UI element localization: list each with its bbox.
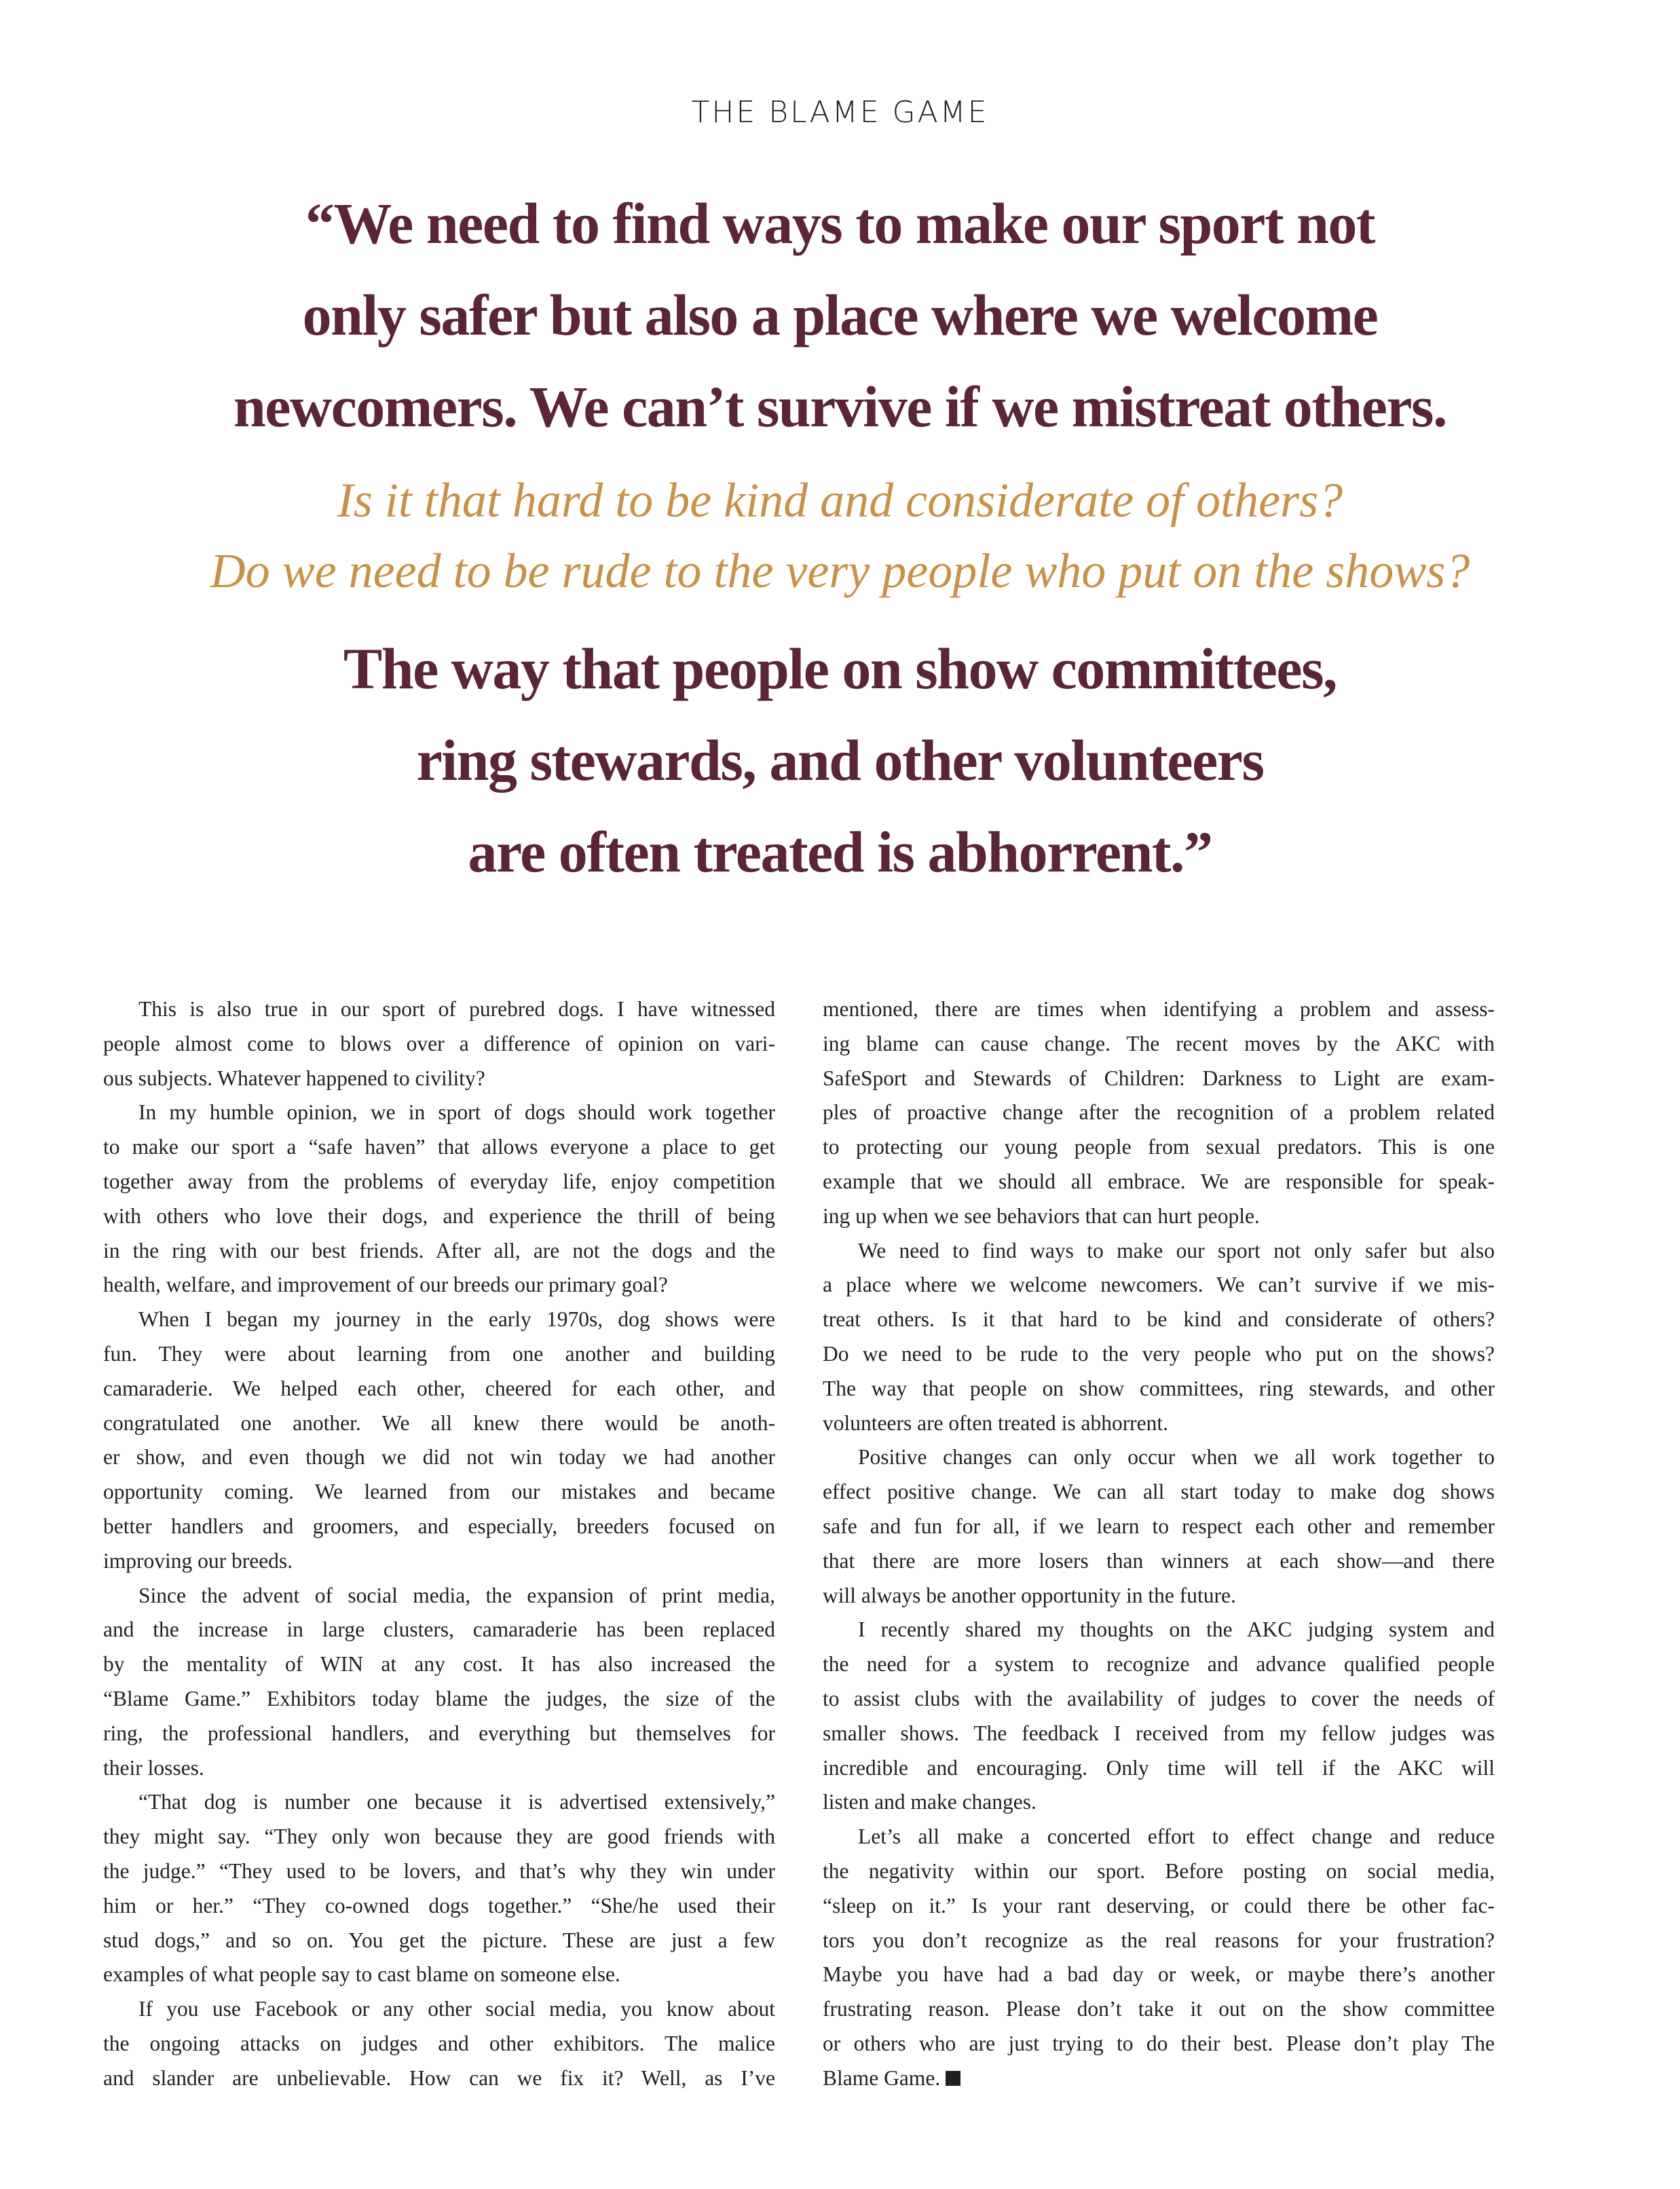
body-text-line [823,1130,1495,1165]
line-text: SafeSport and Stewards of Children: Darkness to Light are exam- [823,1066,1495,1090]
body-text-line [823,1406,1495,1441]
body-text-line [823,1440,1495,1475]
line-text: We need to find ways to make our sport not only safer but also [858,1238,1495,1262]
pull-quote-line: The way that people on show committees, [343,636,1337,701]
line-text: health, welfare, and improvement of our breeds our primary goal? [103,1273,668,1297]
body-text-line [823,1579,1495,1613]
line-text: Since the advent of social media, the expansion of print media, [138,1583,775,1607]
line-text: ring, the professional handlers, and everything but themselves for [103,1721,775,1745]
line-text: to assist clubs with the availability of judges to cover the needs of [823,1686,1495,1710]
line-text: er show, and even though we did not win today we had another [103,1445,775,1470]
body-text-line [103,1751,775,1786]
body-text-line [823,1234,1495,1269]
body-text-line [103,1440,775,1475]
line-text: mentioned, there are times when identifying a problem and assess- [823,997,1495,1021]
body-text-line [103,1096,775,1130]
pull-quote-part-3 [0,623,1680,898]
line-text: Positive changes can only occur when we all work together to [858,1445,1495,1470]
body-text-line [823,2061,1495,2096]
line-text: better handlers and groomers, and especially, breeders focused on [103,1514,775,1538]
body-text-line [103,2061,775,2096]
body-text-line [823,2027,1495,2061]
body-text-line [823,1199,1495,1234]
pull-quote-line: Is it that hard to be kind and considerate of others? [337,473,1343,527]
line-text: ing up when we see behaviors that can hurt people. [823,1203,1260,1228]
line-text: the judge.” “They used to be lovers, and that’s why they win under [103,1858,775,1883]
line-text: Maybe you have had a bad day or week, or maybe there’s another [823,1962,1495,1987]
line-text: in the ring with our best friends. After all, are not the dogs and the [103,1238,775,1262]
line-text: with others who love their dogs, and experience the thrill of being [103,1203,775,1228]
line-text: Blame Game. [823,2065,941,2090]
body-text-line [103,1303,775,1337]
line-text: “sleep on it.” Is your rant deserving, or could there be other fac- [823,1893,1495,1917]
line-text: Let’s all make a concerted effort to effect change and reduce [858,1825,1495,1849]
line-text: ous subjects. Whatever happened to civility? [103,1066,485,1090]
line-text: tors you don’t recognize as the real reasons for your frustration? [823,1928,1495,1952]
pull-quote-line: ring stewards, and other volunteers [416,728,1264,793]
line-text: examples of what people say to cast blame on someone else. [103,1962,620,1987]
body-text-line [103,1234,775,1269]
pull-quote-line: “We need to find ways to make our sport not [305,191,1375,256]
line-text: ing blame can cause change. The recent moves by the AKC with [823,1031,1495,1055]
body-text-line [103,1613,775,1647]
line-text: they might say. “They only won because they are good friends with [103,1825,775,1849]
body-text-line [103,1785,775,1820]
pull-quote-part-1 [0,178,1680,453]
line-text: opportunity coming. We learned from our mistakes and became [103,1480,775,1504]
body-text-line [823,1096,1495,1130]
body-text-line [823,1785,1495,1820]
line-text: will always be another opportunity in the future. [823,1583,1236,1607]
line-text: their losses. [103,1755,204,1780]
line-text: to protecting our young people from sexual predators. This is one [823,1135,1495,1159]
body-text-line [103,1130,775,1165]
line-text: congratulated one another. We all knew there would be anoth- [103,1410,775,1435]
body-column-right [823,992,1495,2096]
body-text-line [823,1165,1495,1199]
body-text-line [823,1475,1495,1510]
body-text-line [103,1337,775,1372]
end-of-article-square-icon [946,2071,960,2086]
pull-quote-line: Do we need to be rude to the very people who put on the shows? [210,544,1470,598]
body-text-line [823,1613,1495,1647]
body-text-line [823,1647,1495,1682]
line-text: the negativity within our sport. Before posting on social media, [823,1858,1495,1883]
line-text: safe and fun for all, if we learn to respect each other and remember [823,1514,1495,1538]
body-text-line [103,1924,775,1958]
body-text-line [103,1165,775,1199]
body-text-line [103,1682,775,1717]
pull-quote-part-2 [0,465,1680,606]
line-text: “Blame Game.” Exhibitors today blame the judges, the size of the [103,1686,775,1710]
line-text: and slander are unbelievable. How can we fix it? Well, as I’ve [103,2065,775,2090]
body-text-line [823,1820,1495,1854]
body-text-line [103,1406,775,1441]
line-text: stud dogs,” and so on. You get the picture. These are just a few [103,1928,775,1952]
body-text-line [103,1854,775,1889]
body-text-line [103,1510,775,1544]
line-text: a place where we welcome newcomers. We can’t survive if we mis- [823,1273,1495,1297]
body-text-line [823,1510,1495,1544]
line-text: the ongoing attacks on judges and other exhibitors. The malice [103,2031,775,2055]
line-text: listen and make changes. [823,1790,1037,1814]
line-text: together away from the problems of everyday life, enjoy competition [103,1169,775,1193]
line-text: by the mentality of WIN at any cost. It has also increased the [103,1652,775,1677]
line-text: people almost come to blows over a difference of opinion on vari- [103,1031,775,1055]
line-text: ples of proactive change after the recognition of a problem related [823,1100,1495,1125]
pull-quote-line: only safer but also a place where we welcome [302,282,1378,348]
line-text: “That dog is number one because it is advertised extensively,” [138,1790,775,1814]
line-text: If you use Facebook or any other social media, you know about [138,1997,775,2021]
section-title: THE BLAME GAME [691,95,989,130]
line-text: volunteers are often treated is abhorrent. [823,1410,1169,1435]
body-text-line [103,1062,775,1096]
body-column-left [103,992,775,2096]
body-text-line [823,1027,1495,1062]
body-text-line [103,1268,775,1303]
body-text-line [103,1958,775,1992]
body-text-line [823,1958,1495,1992]
line-text: Do we need to be rude to the very people who put on the shows? [823,1341,1495,1366]
body-text-line [823,1372,1495,1406]
body-text-line [823,1992,1495,2027]
line-text: or others who are just trying to do their best. Please don’t play The [823,2031,1495,2055]
body-text-line [103,1372,775,1406]
line-text: effect positive change. We can all start today to make dog shows [823,1480,1495,1504]
body-text-line [103,2027,775,2061]
body-text-line [103,1820,775,1854]
body-text-line [103,1889,775,1924]
line-text: smaller shows. The feedback I received from my fellow judges was [823,1721,1495,1745]
line-text: that there are more losers than winners at each show—and there [823,1548,1495,1573]
line-text: and the increase in large clusters, camaraderie has been replaced [103,1617,775,1642]
body-text-line [823,1062,1495,1096]
body-text-line [823,1337,1495,1372]
body-text-line [823,1268,1495,1303]
body-text-line [103,1992,775,2027]
line-text: to make our sport a “safe haven” that allows everyone a place to get [103,1135,775,1159]
body-text-line [103,1475,775,1510]
line-text: This is also true in our sport of purebred dogs. I have witnessed [138,997,775,1021]
body-text-line [103,1579,775,1613]
body-text-line [103,1717,775,1751]
body-text-line [823,1751,1495,1786]
body-text-line [823,1303,1495,1337]
line-text: The way that people on show committees, ring stewards, and other [823,1376,1495,1400]
body-text-line [823,1544,1495,1579]
pull-quote-line: newcomers. We can’t survive if we mistreat others. [233,374,1447,439]
body-text-line [823,1682,1495,1717]
body-text-line [103,1199,775,1234]
line-text: camaraderie. We helped each other, cheered for each other, and [103,1376,775,1400]
line-text: treat others. Is it that hard to be kind and considerate of others? [823,1307,1495,1332]
line-text: him or her.” “They co-owned dogs together.” “She/he used their [103,1893,775,1917]
line-text: example that we should all embrace. We are responsible for speak- [823,1169,1495,1193]
body-text-line [103,1544,775,1579]
body-text-line [103,1027,775,1062]
body-text-line [823,1717,1495,1751]
pull-quote-line: are often treated is abhorrent.” [468,819,1212,884]
body-text-line [823,1924,1495,1958]
body-text-line [823,1854,1495,1889]
line-text: frustrating reason. Please don’t take it out on the show committee [823,1997,1495,2021]
body-text-line [103,992,775,1027]
line-text: the need for a system to recognize and advance qualified people [823,1652,1495,1677]
body-text-line [103,1647,775,1682]
line-text: In my humble opinion, we in sport of dogs should work together [138,1100,775,1125]
line-text: I recently shared my thoughts on the AKC judging system and [858,1617,1495,1642]
body-text-line [823,1889,1495,1924]
line-text: improving our breeds. [103,1548,293,1573]
line-text: When I began my journey in the early 1970s, dog shows were [138,1307,775,1332]
body-text-line [823,992,1495,1027]
line-text: incredible and encouraging. Only time will tell if the AKC will [823,1755,1495,1780]
line-text: fun. They were about learning from one another and building [103,1341,775,1366]
